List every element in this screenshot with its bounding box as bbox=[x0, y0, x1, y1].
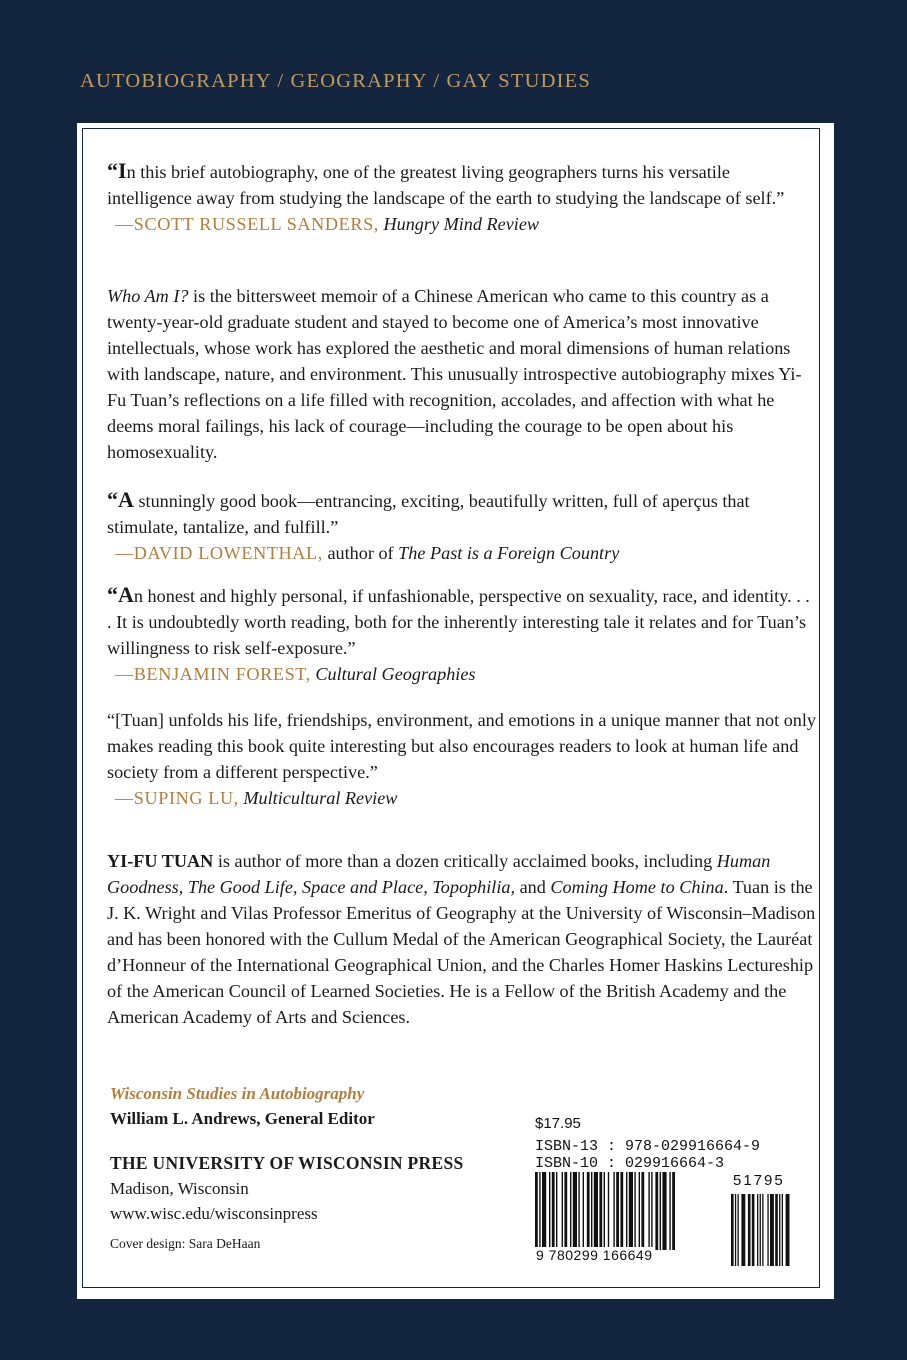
blurb-2: “A stunningly good book—entrancing, exciting, beautifully written, full of aperçus that stimulate, tantalize, and fulfill.” —DAVID LOWENTHAL, author of The Past is a Foreign Country bbox=[107, 487, 750, 563]
barcode-addon-number: 51795 bbox=[733, 1172, 785, 1189]
series-editor: William L. Andrews, General Editor bbox=[110, 1109, 375, 1128]
author-bio bbox=[107, 848, 817, 1030]
bio-books: Human Goodness, The Good Life, Space and Place, Topophilia, bbox=[107, 851, 771, 897]
blurb-3-initial: A bbox=[118, 582, 134, 607]
blurb-2-author: DAVID LOWENTHAL, bbox=[133, 543, 323, 563]
series-title: Wisconsin Studies in Autobiography bbox=[110, 1084, 365, 1103]
description bbox=[107, 283, 817, 465]
blurb-2-text: stunningly good book—entrancing, exciting, beautifully written, full of aperçus that stimulate, tantalize, and fulfill.” bbox=[107, 491, 750, 537]
blurb-3: “An honest and highly personal, if unfashionable, perspective on sexuality, race, and identity. . . . It is undoubtedly worth reading, both for the inherently interesting tale it relates and for Tuan’s willingness to risk self-exposure.” —BENJAMIN FOREST, Cultural Geographies bbox=[107, 582, 810, 684]
isbn-block bbox=[535, 1138, 760, 1172]
blurb-3-source: Cultural Geographies bbox=[315, 664, 476, 684]
publisher-info bbox=[110, 1151, 464, 1226]
bio-text-1: is author of more than a dozen critically acclaimed books, including bbox=[213, 851, 717, 871]
blurb-2-source-prefix: author of bbox=[327, 543, 394, 563]
blurb-3-author: BENJAMIN FOREST, bbox=[133, 664, 311, 684]
publisher-city: Madison, Wisconsin bbox=[110, 1179, 249, 1198]
author-name: YI-FU TUAN bbox=[107, 851, 214, 871]
isbn-10: ISBN-10 : 029916664-3 bbox=[535, 1155, 725, 1172]
blurb-1: “In this brief autobiography, one of the greatest living geographers turns his versatile intelligence away from studying the landscape of the earth to studying the landscape of self.” —SCOTT RUSSELL SANDERS, Hungry Mind Review bbox=[107, 158, 785, 234]
series-info bbox=[110, 1081, 375, 1131]
blurb-4-text: “[Tuan] unfolds his life, friendships, environment, and emotions in a unique manner that not only makes reading this book quite interesting but also encourages readers to look at human life and society from a different perspective.” bbox=[107, 710, 817, 782]
blurb-2-source: The Past is a Foreign Country bbox=[398, 543, 620, 563]
blurb-1-author: SCOTT RUSSELL SANDERS, bbox=[133, 214, 379, 234]
bio-book-last: Coming Home to China bbox=[550, 877, 724, 897]
publisher-name: THE UNIVERSITY OF WISCONSIN PRESS bbox=[110, 1153, 464, 1173]
blurb-4-author: SUPING LU, bbox=[133, 788, 239, 808]
description-title: Who Am I? bbox=[107, 286, 189, 306]
blurb-1-text: n this brief autobiography, one of the greatest living geographers turns his versatile intelligence away from studying the landscape of the earth to studying the landscape of self.” bbox=[107, 162, 785, 208]
blurb-2-initial: A bbox=[118, 487, 134, 512]
barcode-number: 9 780299 166649 bbox=[536, 1247, 653, 1263]
publisher-url: www.wisc.edu/wisconsinpress bbox=[110, 1204, 318, 1223]
bio-text-2: and bbox=[515, 877, 551, 897]
category-label: AUTOBIOGRAPHY / GEOGRAPHY / GAY STUDIES bbox=[80, 70, 591, 92]
bio-text-3: . Tuan is the J. K. Wright and Vilas Professor Emeritus of Geography at the University of Wisconsin–Madison and has been honored with the Cullum Medal of the American Geographical Society, the Lauréat d’Honneur of the International Geographical Union, and the Charles Homer Haskins Lectureship of the American Council of Learned Societies. He is a Fellow of the British Academy and the American Academy of Arts and Sciences. bbox=[107, 877, 816, 1027]
isbn-13: ISBN-13 : 978-029916664-9 bbox=[535, 1138, 761, 1155]
blurb-1-initial: I bbox=[118, 158, 127, 183]
blurb-1-source: Hungry Mind Review bbox=[383, 214, 540, 234]
description-text: is the bittersweet memoir of a Chinese American who came to this country as a twenty-year-old graduate student and stayed to become one of America’s most innovative intellectuals, whose work has explored the aesthetic and moral dimensions of human relations with landscape, nature, and environment. This unusually introspective autobiography mixes Yi-Fu Tuan’s reflections on a life filled with recognition, accolades, and affection with what he deems moral failings, his lack of courage—including the courage to be open about his homosexuality. bbox=[107, 286, 802, 462]
blurb-4-source: Multicultural Review bbox=[243, 788, 398, 808]
blurb-3-text: n honest and highly personal, if unfashionable, perspective on sexuality, race, and identity. . . . It is undoubtedly worth reading, both for the inherently interesting tale it relates and for Tuan’s willingness to risk self-exposure.” bbox=[107, 586, 810, 658]
price: $17.95 bbox=[535, 1115, 581, 1132]
cover-credit: Cover design: Sara DeHaan bbox=[110, 1236, 261, 1251]
blurb-4: “[Tuan] unfolds his life, friendships, environment, and emotions in a unique manner that not only makes reading this book quite interesting but also encourages readers to look at human life and society from a different perspective.” —SUPING LU, Multicultural Review bbox=[107, 710, 817, 808]
